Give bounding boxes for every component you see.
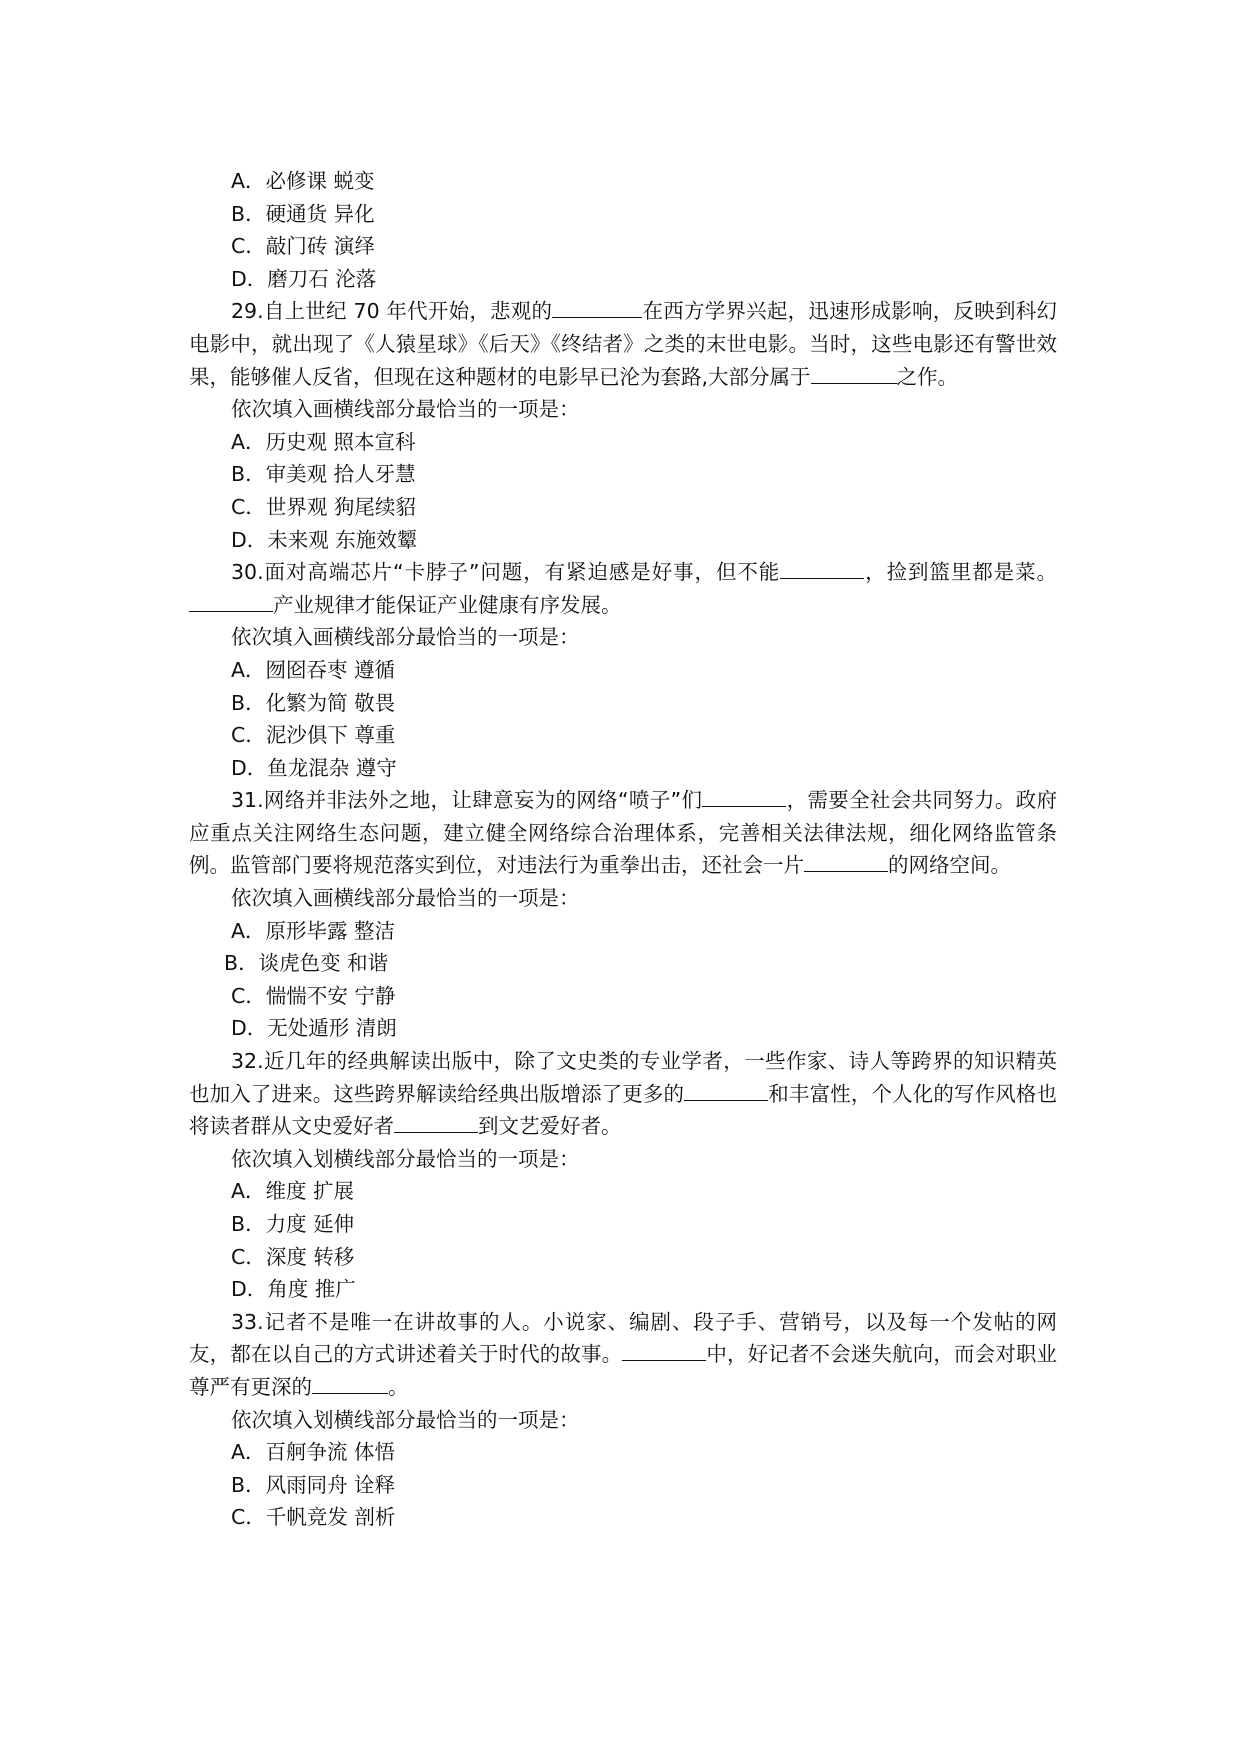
q31-blank-1 bbox=[702, 788, 786, 807]
q32-option-a: A．维度 扩展 bbox=[231, 1179, 355, 1204]
q32-blank-1 bbox=[684, 1081, 768, 1100]
q30-option-a: A．囫囵吞枣 遵循 bbox=[231, 657, 396, 682]
q29-stem bbox=[189, 295, 1057, 393]
q31-blank-2 bbox=[804, 853, 888, 872]
q28-option-c: C．敲门砖 演绎 bbox=[231, 234, 375, 259]
q31-option-a: A．原形毕露 整洁 bbox=[231, 918, 396, 943]
q29-option-b: B．审美观 拾人牙慧 bbox=[231, 462, 416, 487]
q28-option-a: A．必修课 蜕变 bbox=[231, 169, 375, 193]
q32-option-b: B．力度 延伸 bbox=[231, 1212, 355, 1236]
q31-option-b: B．谈虎色变 和谐 bbox=[224, 951, 389, 976]
q32-text-1: 32.近几年的经典解读出版中，除了文史类的专业学者，一些作家、诗人等跨界的知识精英也加入了进来。这些跨界解读给经典出版增添了更多的 bbox=[189, 1049, 1057, 1106]
q29-text-2: 在西方学界兴起，迅速形成影响，反映到科幻电影中，就出现了《人猿星球》《后天》《终结者》之类的末世电影。当时，这些电影还有警世效果，能够催人反省，但现在这种题材的电影早已沦为套路,大部分属于 bbox=[189, 299, 1057, 389]
q29-blank-2a bbox=[811, 364, 877, 383]
q30-blank-2 bbox=[189, 592, 273, 611]
q32-blank-2 bbox=[394, 1114, 478, 1133]
q32-stem bbox=[189, 1045, 1057, 1143]
q31-text-1: 31.网络并非法外之地，让肆意妄为的网络“喷子”们 bbox=[231, 788, 703, 813]
q32-text-2: 和丰富性，个人化的写作风格也将读者群从文史爱好者 bbox=[189, 1081, 1058, 1139]
q30-instruction: 依次填入画横线部分最恰当的一项是： bbox=[231, 625, 580, 650]
q33-stem bbox=[189, 1306, 1057, 1404]
q29-option-a: A．历史观 照本宣科 bbox=[231, 429, 416, 454]
q29-option-c: C．世界观 狗尾续貂 bbox=[231, 494, 416, 519]
q31-option-d: D．无处遁形 清朗 bbox=[231, 1016, 397, 1041]
q32-option-c: C．深度 转移 bbox=[231, 1244, 355, 1269]
q29-blank-2b bbox=[877, 364, 897, 383]
q33-instruction: 依次填入划横线部分最恰当的一项是： bbox=[231, 1407, 580, 1432]
q32-option-d: D．角度 推广 bbox=[231, 1277, 356, 1302]
q28-option-b: B．硬通货 异化 bbox=[231, 201, 375, 226]
q30-option-b: B．化繁为简 敬畏 bbox=[231, 690, 396, 715]
q28-option-d: D．磨刀石 沦落 bbox=[231, 266, 377, 291]
q30-text-1: 30.面对高端芯片“卡脖子”问题，有紧迫感是好事，但不能 bbox=[231, 560, 781, 585]
q29-instruction: 依次填入画横线部分最恰当的一项是： bbox=[231, 397, 580, 422]
q33-text-1: 33.记者不是唯一在讲故事的人。小说家、编剧、段子手、营销号，以及每一个发帖的网友，都在以自己的方式讲述着关于时代的故事。 bbox=[189, 1309, 1057, 1367]
q30-text-2: ，捡到篮里都是菜。 bbox=[864, 560, 1058, 585]
q29-blank-1 bbox=[552, 299, 642, 318]
q31-instruction: 依次填入画横线部分最恰当的一项是： bbox=[231, 886, 580, 911]
q30-text-3: 产业规律才能保证产业健康有序发展。 bbox=[273, 592, 622, 617]
q33-option-a: A．百舸争流 体悟 bbox=[231, 1440, 396, 1465]
q33-blank-1 bbox=[622, 1342, 706, 1361]
q31-stem bbox=[189, 784, 1057, 882]
q32-instruction: 依次填入划横线部分最恰当的一项是： bbox=[231, 1146, 580, 1171]
q30-stem bbox=[189, 556, 1057, 621]
q33-text-3: 。 bbox=[388, 1374, 409, 1399]
q29-option-d: D．未来观 东施效颦 bbox=[231, 527, 418, 552]
q29-text-3: 之作。 bbox=[896, 364, 959, 389]
q32-text-3: 到文艺爱好者。 bbox=[478, 1114, 622, 1139]
q33-blank-2 bbox=[312, 1375, 388, 1394]
q31-text-3: 的网络空间。 bbox=[888, 853, 1011, 878]
q33-option-b: B．风雨同舟 诠释 bbox=[231, 1472, 396, 1497]
q30-option-d: D．鱼龙混杂 遵守 bbox=[231, 755, 397, 780]
q30-blank-1 bbox=[780, 560, 864, 579]
q30-option-c: C．泥沙俱下 尊重 bbox=[231, 723, 396, 748]
q31-option-c: C．惴惴不安 宁静 bbox=[231, 983, 396, 1008]
q33-text-2: 中，好记者不会迷失航向，而会对职业尊严有更深的 bbox=[189, 1342, 1058, 1399]
document-content bbox=[189, 165, 1057, 1534]
q31-text-2: ，需要全社会共同努力。政府应重点关注网络生态问题，建立健全网络综合治理体系，完善相关法律法规，细化网络监管条例。监管部门要将规范落实到位，对违法行为重拳出击，还社会一片 bbox=[189, 788, 1058, 878]
q29-text-1: 29.自上世纪 70 年代开始，悲观的 bbox=[231, 299, 553, 324]
q33-option-c: C．千帆竞发 剖析 bbox=[231, 1505, 396, 1530]
